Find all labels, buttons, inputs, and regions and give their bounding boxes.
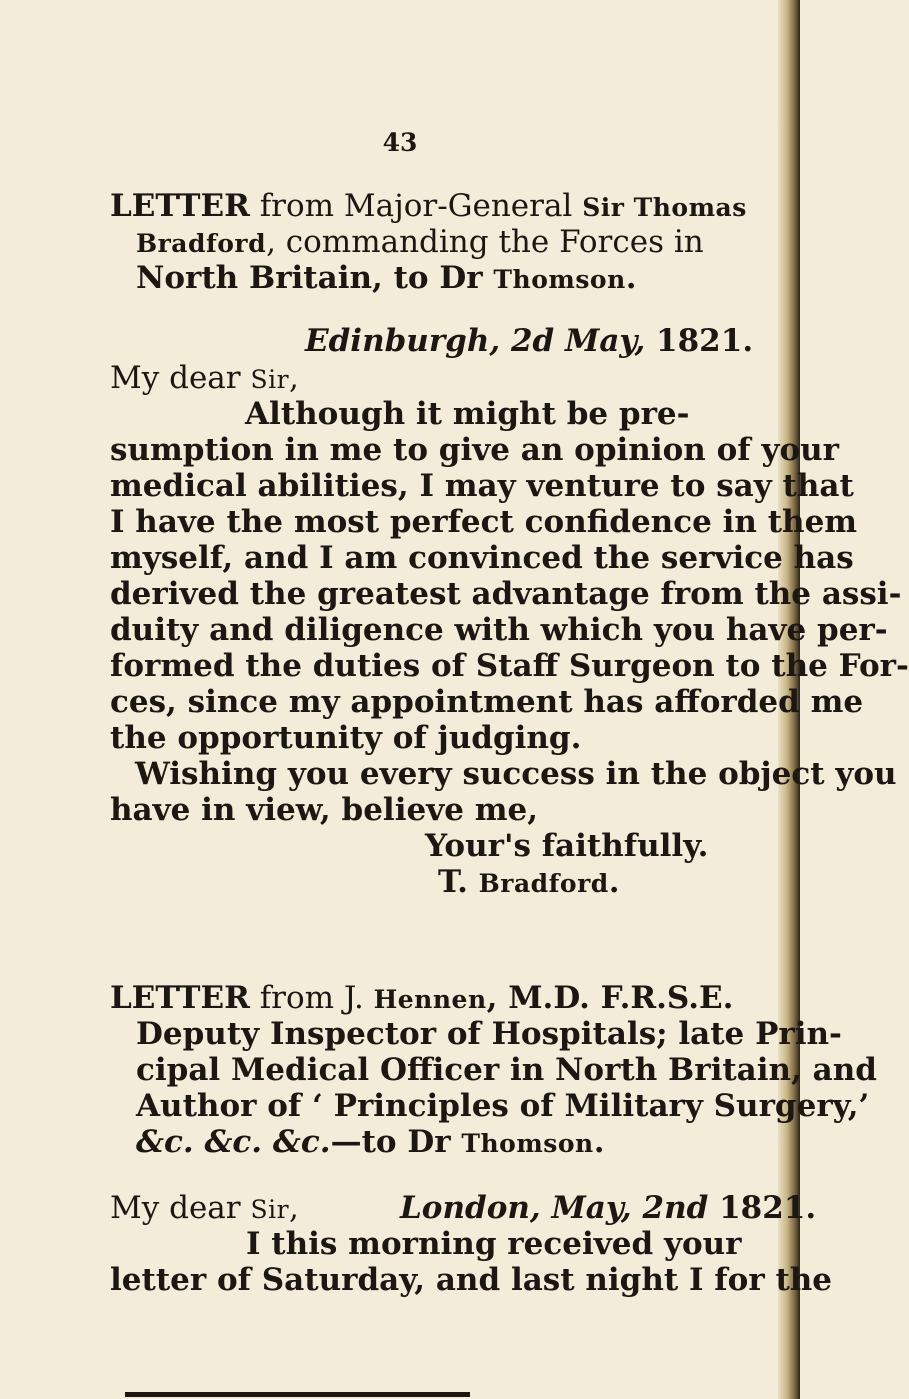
letter1-body-line-8: formed the duties of Staff Surgeon to the For- <box>110 648 909 684</box>
heading-name: Bradford <box>136 229 267 258</box>
letter1-heading-line-2 <box>136 224 704 262</box>
heading-text: . <box>625 260 637 296</box>
letter2-heading-line-1 <box>110 980 733 1018</box>
heading-name: Sir Thomas <box>582 193 747 222</box>
letter1-signature <box>438 864 620 902</box>
salutation-caps: Sir <box>250 1195 290 1224</box>
letter1-heading-line-3 <box>136 260 637 298</box>
letter1-body-line-5: myself, and I am convinced the service has <box>110 540 854 576</box>
letter1-body-line-1: Although it might be pre- <box>245 396 690 432</box>
letter2-dateline <box>400 1190 816 1226</box>
dateline-year: 1821. <box>708 1190 817 1226</box>
signature-initial: T. <box>438 864 479 900</box>
salutation-caps: Sir <box>250 365 290 394</box>
salutation-text: My dear <box>110 1190 251 1226</box>
heading-text: from J. <box>249 980 374 1016</box>
signature-name: Bradford <box>478 869 609 898</box>
bottom-rule <box>125 1392 470 1397</box>
letter1-body-line-11: Wishing you every success in the object you <box>135 756 897 792</box>
dateline-year: 1821. <box>645 323 754 359</box>
page-number: 43 <box>382 128 418 157</box>
letter2-salutation <box>110 1190 299 1228</box>
letter1-body-line-10: the opportunity of judging. <box>110 720 582 756</box>
signature-punct: . <box>608 864 620 900</box>
letter2-body-line-1: I this morning received your <box>246 1226 742 1262</box>
letter1-body-line-9: ces, since my appointment has afforded me <box>110 684 864 720</box>
salutation-text: My dear <box>110 360 251 396</box>
salutation-text: , <box>289 360 299 396</box>
letter2-heading-line-2: Deputy Inspector of Hospitals; late Prin- <box>136 1016 842 1052</box>
letter2-heading-line-5 <box>136 1124 605 1162</box>
letter1-body-line-2: sumption in me to give an opinion of your <box>110 432 839 468</box>
heading-text: North Britain, to Dr <box>136 260 494 296</box>
letter1-body-line-4: I have the most perfect confidence in them <box>110 504 858 540</box>
heading-name: Hennen <box>373 985 487 1014</box>
heading-text: . <box>593 1124 605 1160</box>
letter-word: LETTER <box>110 980 250 1016</box>
letter1-salutation <box>110 360 299 398</box>
letter2-heading-line-4: Author of ‘ Principles of Military Surgery,’ <box>136 1088 870 1124</box>
heading-name: Thomson <box>461 1129 594 1158</box>
dateline-place: Edinburgh, 2d May, <box>305 323 646 359</box>
heading-text: from Major-General <box>249 188 583 224</box>
letter1-body-line-3: medical abilities, I may venture to say that <box>110 468 854 504</box>
heading-etc: &c. &c. &c. <box>136 1124 331 1160</box>
letter1-closing: Your's faithfully. <box>425 828 709 864</box>
letter-word: LETTER <box>110 188 250 224</box>
letter1-body-line-12: have in view, believe me, <box>110 792 539 828</box>
dateline-place: London, May, 2nd <box>400 1190 709 1226</box>
heading-text: —to Dr <box>330 1124 462 1160</box>
letter2-body-line-2: letter of Saturday, and last night I for the <box>110 1262 833 1298</box>
letter2-heading-line-3: cipal Medical Officer in North Britain, and <box>136 1052 877 1088</box>
letter1-dateline <box>305 323 753 359</box>
letter1-heading-line-1 <box>110 188 747 226</box>
heading-text: , commanding the Forces in <box>266 224 704 260</box>
letter1-body-line-6: derived the greatest advantage from the assi- <box>110 576 902 612</box>
heading-name: Thomson <box>493 265 626 294</box>
letter1-body-line-7: duity and diligence with which you have per- <box>110 612 888 648</box>
salutation-text: , <box>289 1190 299 1226</box>
heading-text: , M.D. F.R.S.E. <box>486 980 734 1016</box>
